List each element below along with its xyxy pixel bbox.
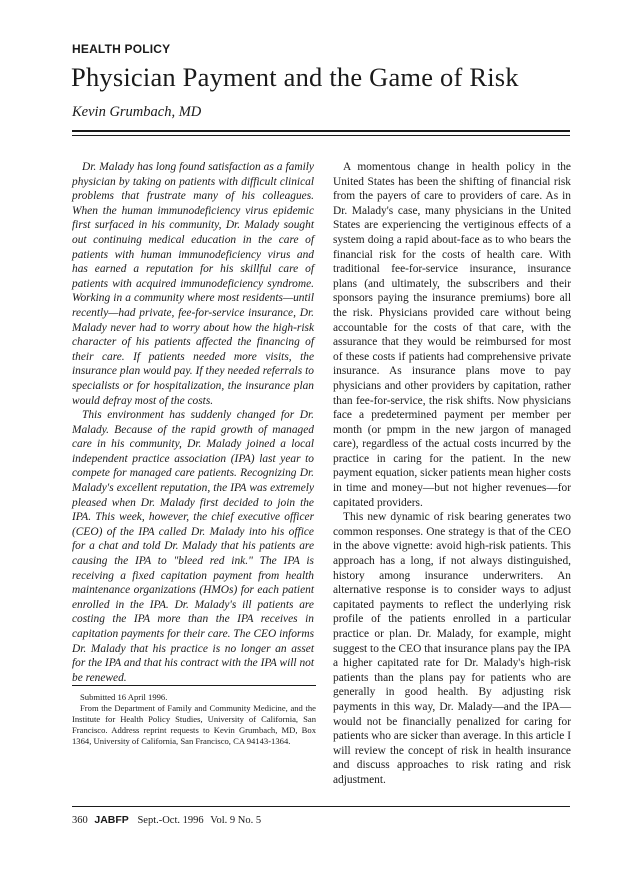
footnote	[72, 692, 316, 747]
footnote-rule	[72, 685, 316, 686]
header-rule-thick	[72, 130, 570, 132]
body-column	[333, 160, 571, 788]
header-rule-thin	[72, 135, 570, 136]
volume-issue: Vol. 9 No. 5	[210, 815, 262, 826]
body-paragraph: A momentous change in health policy in the United States has been the shifting of financial risk from the payers of care to providers of care. As in Dr. Malady's case, many physicians in the United States are experiencing the vertiginous effects of a system doing a rapid about-face as to who bears the financial risk for the costs of health care. With traditional fee-for-service insurance, insurance plans (and ultimately, the subscribers and their sponsors paying the insurance premiums) bore all the risk. Physicians provided care without being accountable for the costs of that care, with the assurance that they would be reimbursed for most of these costs if patients had comprehensive private insurance. As insurance plans move to pay physicians and other providers by capitation, rather than fee-for-service, the risk shifts. Now physicians face a predetermined payment per member per month (or pmpm in the new jargon of managed care), regardless of the actual costs incurred by the practice in caring for the patient. In the new payment equation, sicker patients mean higher costs in time and money—but not higher revenues—for capitated providers.	[333, 161, 571, 509]
body-paragraph: This new dynamic of risk bearing generates two common responses. One strategy is that of the CEO in the above vignette: avoid high-risk patients. This approach has a long, if not always distinguished, history among insurance underwriters. An alternative response is to consider ways to adjust capitated payments to reflect the underlying risk profile of the patients enrolled in a particular practice or plan. Dr. Malady, for example, might suggest to the CEO that insurance plans pay the IPA a higher capitated rate for Dr. Malady's high-risk patients than the plans pay for patients who are generally in good health. By adjusting risk payments in this way, Dr. Malady—and the IPA—would not be financially penalized for caring for patients who are sicker than average. In this article I will review the concept of risk in health insurance and discuss approaches to risk rating and risk adjustment.	[333, 511, 571, 786]
issue-date: Sept.-Oct. 1996	[137, 815, 204, 826]
author-byline: Kevin Grumbach, MD	[72, 104, 202, 120]
vignette-paragraph: This environment has suddenly changed for Dr. Malady. Because of the rapid growth of managed care in his community, Dr. Malady joined a local independent practice association (IPA) last year to compete for managed care patients. Recognizing Dr. Malady's excellent reputation, the IPA was extremely pleased when Dr. Malady first decided to join the IPA. This week, however, the chief executive officer (CEO) of the IPA called Dr. Malady into his office for a chat and told Dr. Malady that his patients are causing the IPA to "bleed red ink." The IPA is receiving a fixed capitation payment from health maintenance organizations (HMOs) for each patient enrolled in the IPA. Dr. Malady's ill patients are costing the IPA more than the IPA receives in capitation payments for their care. The CEO informs Dr. Malady that his practice is no longer an asset for the IPA and that his contract with the IPA will not be renewed.	[72, 409, 314, 684]
page-footer	[72, 814, 261, 826]
vignette-column	[72, 160, 314, 685]
page-number: 360	[72, 815, 88, 826]
journal-name: JABFP	[94, 814, 129, 826]
article-title: Physician Payment and the Game of Risk	[71, 62, 519, 92]
vignette-paragraph: Dr. Malady has long found satisfaction as a family physician by taking on patients with difficult clinical problems that frustrate many of his colleagues. When the human immunodeficiency virus epidemic first surfaced in his community, Dr. Malady sought out continuing medical education in the care of patients with human immunodeficiency virus and has earned a reputation for his skillful care of patients with acquired immunodeficiency syndrome. Working in a community where most residents—until recently—had private, fee-for-service insurance, Dr. Malady never had to worry about how the high-risk character of his patients affected the financing of their care. If patients needed more visits, the insurance plan would pay. If they needed referrals to specialists or for hospitalization, the insurance plan would defray most of the costs.	[72, 161, 314, 407]
section-label: HEALTH POLICY	[72, 42, 171, 56]
submitted-note: Submitted 16 April 1996.	[80, 692, 168, 702]
affiliation-note: From the Department of Family and Community Medicine, and the Institute for Health Policy Studies, University of California, San Francisco. Address reprint requests to Kevin Grumbach, MD, Box 1364, University of California, San Francisco, CA 94143-1364.	[72, 703, 316, 746]
footer-rule	[72, 806, 570, 807]
